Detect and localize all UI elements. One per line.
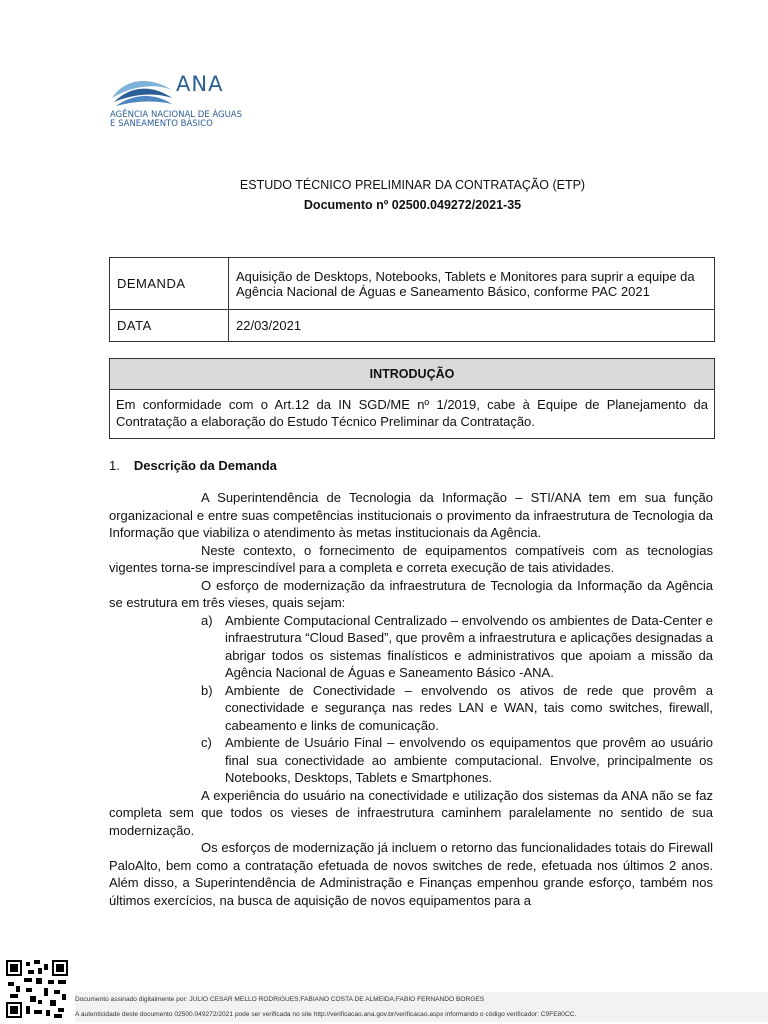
document-body: [109, 489, 713, 909]
logo-name: ANA: [176, 72, 224, 96]
data-value: 22/03/2021: [229, 310, 715, 342]
intro-heading: INTRODUÇÃO: [110, 359, 714, 390]
paragraph: Os esforços de modernização já incluem o retorno das funcionalidades totais do Firewall PaloAlto, bem como a contratação efetuada de novos switches de rede, efetuada nos últimos 2 anos. Além disso, a Superintendência de Administração e Finanças empenhou grande esforço, também nos últimos exercícios, na busca de aquisição de novos equipamentos para a: [109, 840, 713, 908]
paragraph: A experiência do usuário na conectividade e utilização dos sistemas da ANA não se faz completa sem que todos os vieses de infraestrutura caminhem paralelamente no sentido de sua modernização.: [109, 787, 713, 838]
section-heading: [109, 458, 277, 473]
demanda-value: Aquisição de Desktops, Notebooks, Tablets e Monitores para suprir a equipe da Agência Nacional de Águas e Saneamento Básico, conforme PAC 2021: [229, 258, 715, 310]
demanda-label: DEMANDA: [110, 258, 229, 310]
list-text: Ambiente de Conectividade – envolvendo os ativos de rede que provêm a conectividade e segurança nas redes LAN e WAN, tais como switches, firewall, cabeamento e links de comunicação.: [225, 682, 713, 733]
list-text: Ambiente de Usuário Final – envolvendo os equipamentos que provêm ao usuário final sua conectividade ao ambiente computacional. Envolve, principalmente os Notebooks, Desktops, Tablets e Smartphones.: [225, 735, 713, 785]
paragraph: A Superintendência de Tecnologia da Informação – STI/ANA tem em sua função organizacional e entre suas competências institucionais o provimento da infraestrutura de Tecnologia da Informação que viabiliza o atendimento às metas institucionais da Agência.: [109, 490, 713, 540]
list-item: [201, 734, 713, 787]
demand-table: [109, 257, 715, 342]
section-number: 1.: [109, 458, 120, 473]
list-marker: a): [201, 612, 213, 628]
paragraph: Neste contexto, o fornecimento de equipamentos compatíveis com as tecnologias vigentes torna-se imprescindível para a completa e correta execução de tais atividades.: [109, 542, 713, 575]
qr-code-icon: [6, 960, 68, 1018]
signature-footer-text: Documento assinado digitalmente por: JULIO CESAR MELLO RODRIGUES;FABIANO COSTA DE ALMEIDA;FABIO FERNANDO BORGES: [75, 996, 485, 1003]
paragraph: O esforço de modernização da infraestrutura de Tecnologia da Informação da Agência se estrutura em três vieses, quais sejam:: [109, 577, 713, 610]
intro-text: Em conformidade com o Art.12 da IN SGD/ME nº 1/2019, cabe à Equipe de Planejamento da Contratação a elaboração do Estudo Técnico Preliminar da Contratação.: [116, 397, 708, 429]
list-item: [201, 682, 713, 735]
intro-box: [109, 358, 715, 439]
list-item: [201, 612, 713, 682]
list-text: Ambiente Computacional Centralizado – envolvendo os ambientes de Data-Center e infraestrutura “Cloud Based”, que provêm a infraestrutura e aplicações designadas a abrigar todos os sistemas finalísticos e administrativos que apoiam a missão da Agência Nacional de Águas e Saneamento Básico -ANA.: [225, 612, 713, 680]
authenticity-footer-text: A autenticidade deste documento 02500.049272/2021 pode ser verificada no site http://verificacao.ana.gov.br/verificacao.aspx informando o código verificador: C9FE80CC.: [75, 1011, 577, 1018]
section-title: Descrição da Demanda: [133, 458, 277, 473]
list-marker: c): [201, 735, 212, 750]
document-number: Documento nº 02500.049272/2021-35: [303, 198, 522, 212]
data-label: DATA: [110, 310, 229, 342]
logo-subtitle: AGÊNCIA NACIONAL DE ÁGUAS E SANEAMENTO BÁSICO: [110, 110, 243, 129]
document-title: ESTUDO TÉCNICO PRELIMINAR DA CONTRATAÇÃO (ETP): [239, 178, 586, 192]
list-marker: b): [201, 682, 213, 698]
